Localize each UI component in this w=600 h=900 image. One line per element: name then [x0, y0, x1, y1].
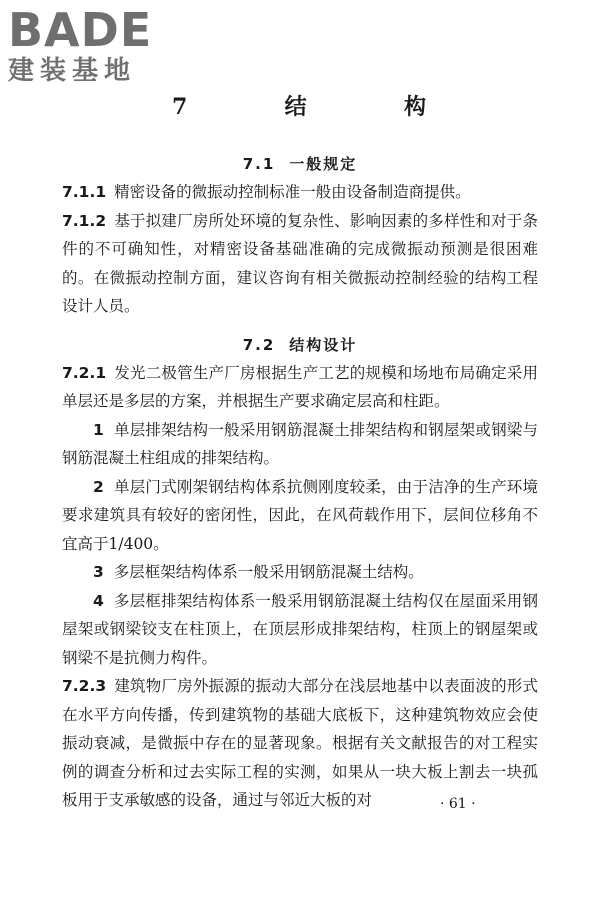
logo-wordmark: BADE	[8, 3, 153, 57]
chapter-title-char-2: 构	[404, 94, 429, 120]
section-title: 结构设计	[289, 335, 358, 354]
section-title: 一般规定	[289, 155, 358, 173]
chapter-number: 7	[171, 94, 190, 120]
clause-number: 7.2.1	[62, 363, 107, 382]
page-content	[62, 150, 538, 815]
clause-text: 建筑物厂房外振源的振动大部分在浅层地基中以表面波的形式在水平方向传播，传到建筑物的基础大底板下，这种建筑物效应会使振动衰减，是微振中存在的显著现象。根据有关文献报告的对工程实例的调查分析和过去实际工程的实测，如果从一块大板上割去一块孤板用于支承敏感的设备，通过与邻近大板的对	[62, 677, 538, 809]
clause-number: 7.1.2	[62, 211, 107, 230]
bade-logo	[8, 3, 178, 86]
clause-text: 精密设备的微振动控制标准一般由设备制造商提供。	[114, 183, 471, 201]
clause-number: 7.1.1	[62, 183, 107, 201]
section-heading	[62, 150, 538, 178]
clause	[62, 207, 538, 321]
chapter-title	[0, 90, 600, 121]
section-number: 7.2	[242, 335, 276, 354]
item-number: 3	[93, 563, 104, 581]
item-text: 单层排架结构一般采用钢筋混凝土排架结构和钢屋架或钢梁与钢筋混凝土柱组成的排架结构。	[62, 420, 538, 467]
logo-subtitle: 建装基地	[8, 56, 137, 86]
item-text: 多层框架结构体系一般采用钢筋混凝土结构。	[113, 563, 424, 581]
page-number: · 61 ·	[440, 796, 476, 812]
chapter-title-char-1: 结	[284, 94, 309, 120]
section-number: 7.1	[242, 155, 276, 173]
clause	[62, 359, 538, 416]
item-number: 1	[93, 420, 104, 439]
section-heading	[62, 331, 538, 359]
list-item	[62, 473, 538, 559]
clause	[62, 672, 538, 815]
clause	[62, 178, 538, 207]
clause-text: 基于拟建厂房所处环境的复杂性、影响因素的多样性和对于条件的不可确知性，对精密设备基础准确的完成微振动预测是很困难的。在微振动控制方面，建议咨询有相关微振动控制经验的结构工程设计人员。	[62, 211, 538, 315]
item-number: 2	[93, 477, 104, 496]
item-text: 多层框排架结构体系一般采用钢筋混凝土结构仅在屋面采用钢屋架或钢梁铰支在柱顶上，在顶层形成排架结构，柱顶上的钢屋架或钢梁不是抗侧力构件。	[62, 591, 538, 667]
list-item	[62, 587, 538, 673]
clause-number: 7.2.3	[62, 677, 107, 695]
list-item	[62, 558, 538, 587]
item-text: 单层门式刚架钢结构体系抗侧刚度较柔，由于洁净的生产环境要求建筑具有较好的密闭性，因此，在风荷载作用下，层间位移角不宜高于1/400。	[62, 477, 538, 553]
clause-text: 发光二极管生产厂房根据生产工艺的规模和场地布局确定采用单层还是多层的方案，并根据生产要求确定层高和柱距。	[62, 363, 538, 410]
item-number: 4	[93, 591, 104, 610]
list-item	[62, 416, 538, 473]
